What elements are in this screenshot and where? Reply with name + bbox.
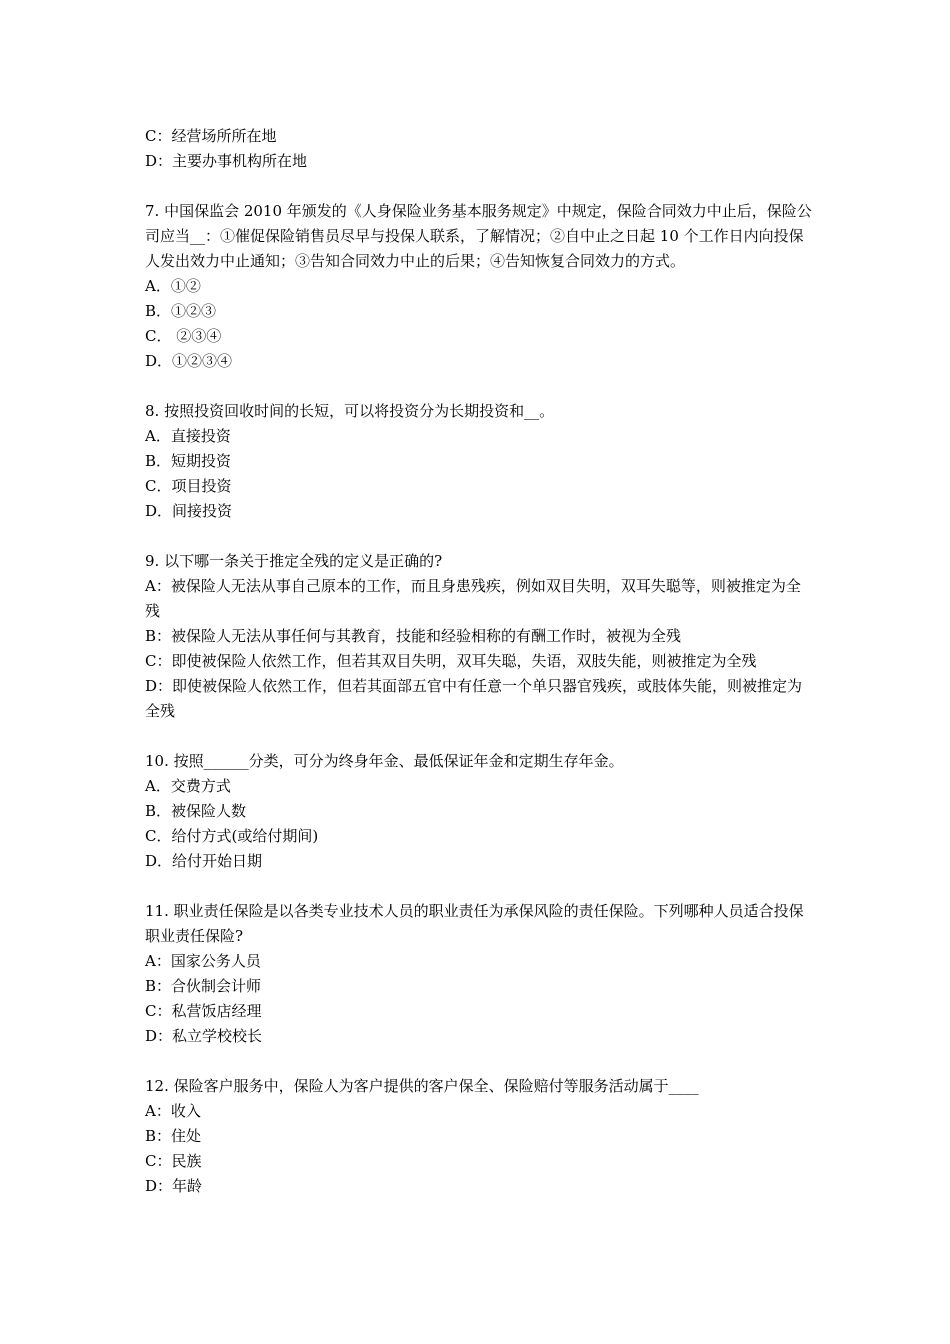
intro-options [145, 124, 815, 174]
option: C：私营饭店经理 [145, 1002, 262, 1020]
option: C．项目投资 [145, 477, 232, 495]
option: B．①②③ [145, 302, 217, 320]
option: D：主要办事机构所在地 [145, 152, 308, 170]
option: C：经营场所所在地 [145, 127, 277, 145]
option: A：国家公务人员 [145, 952, 261, 970]
option: C．给付方式(或给付期间) [145, 827, 319, 845]
option: C：即使被保险人依然工作，但若其双目失明，双耳失聪，失语，双肢失能，则被推定为全残 [145, 652, 757, 670]
option: A．交费方式 [145, 777, 231, 795]
question-11 [145, 899, 815, 1049]
option: A．①② [145, 277, 201, 295]
question-stem: 8. 按照投资回收时间的长短，可以将投资分为长期投资和__。 [145, 402, 555, 420]
option: B．短期投资 [145, 452, 232, 470]
question-7 [145, 199, 815, 374]
option: B：住处 [145, 1127, 202, 1145]
option: D：即使被保险人依然工作，但若其面部五官中有任意一个单只器官残疾，或肢体失能，则被推定为全残 [145, 677, 803, 720]
option: C． ②③④ [145, 327, 222, 345]
question-8 [145, 399, 815, 524]
option: D：私立学校校长 [145, 1027, 263, 1045]
option: D．给付开始日期 [145, 852, 263, 870]
question-stem: 10. 按照______分类，可分为终身年金、最低保证年金和定期生存年金。 [145, 752, 624, 770]
option: C：民族 [145, 1152, 202, 1170]
question-stem: 11. 职业责任保险是以各类专业技术人员的职业责任为承保风险的责任保险。下列哪种人员适合投保职业责任保险? [145, 902, 804, 945]
question-stem: 7. 中国保监会 2010 年颁发的《人身保险业务基本服务规定》中规定，保险合同效力中止后，保险公司应当__：①催促保险销售员尽早与投保人联系，了解情况；②自中止之日起 10 个工作日内向投保人发出效力中止通知；③告知合同效力中止的后果；④告知恢复合同效力的方式。 [145, 202, 812, 270]
option: A．直接投资 [145, 427, 231, 445]
question-9 [145, 549, 815, 724]
option: D．间接投资 [145, 502, 233, 520]
question-stem: 9. 以下哪一条关于推定全残的定义是正确的? [145, 552, 443, 570]
option: D．①②③④ [145, 352, 233, 370]
question-stem: 12. 保险客户服务中，保险人为客户提供的客户保全、保险赔付等服务活动属于____ [145, 1077, 699, 1095]
option: B．被保险人数 [145, 802, 247, 820]
question-12 [145, 1074, 815, 1199]
question-10 [145, 749, 815, 874]
document-content [145, 124, 815, 1224]
option: A：收入 [145, 1102, 201, 1120]
option: D：年龄 [145, 1177, 203, 1195]
option: B：被保险人无法从事任何与其教育，技能和经验相称的有酬工作时，被视为全残 [145, 627, 682, 645]
option: A：被保险人无法从事自己原本的工作，而且身患残疾，例如双目失明，双耳失聪等，则被推定为全残 [145, 577, 801, 620]
option: B：合伙制会计师 [145, 977, 262, 995]
